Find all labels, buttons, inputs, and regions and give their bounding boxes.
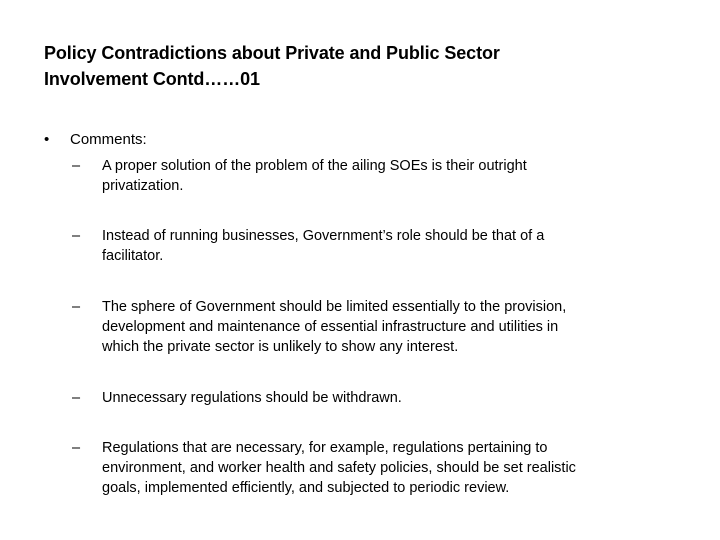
sub-item-marker: – (72, 158, 81, 174)
bullet-list (44, 130, 694, 152)
sub-item-2-line-2: facilitator. (102, 248, 164, 264)
sub-item-5-line-2: environment, and worker health and safety policies, should be set realistic (102, 460, 576, 476)
sub-item-4 (72, 388, 692, 408)
sub-item-3-line-1: The sphere of Government should be limited essentially to the provision, (102, 299, 567, 315)
sub-item-1-line-1: A proper solution of the problem of the ailing SOEs is their outright (102, 158, 527, 174)
sub-item-3-line-2: development and maintenance of essential infrastructure and utilities in (102, 319, 559, 335)
sub-item-marker: – (72, 440, 81, 456)
bullet-comments (44, 130, 694, 152)
bullet-marker: • (44, 131, 50, 148)
sub-item-4-line-1: Unnecessary regulations should be withdrawn. (102, 390, 402, 406)
sub-item-5-line-1: Regulations that are necessary, for example, regulations pertaining to (102, 440, 548, 456)
slide-title-line-1: Policy Contradictions about Private and Public Sector (44, 43, 500, 63)
sub-item-2 (72, 226, 692, 266)
slide-title-line-2: Involvement Contd……01 (44, 69, 260, 89)
slide-title (44, 40, 684, 92)
sub-item-marker: – (72, 299, 81, 315)
sub-item-marker: – (72, 390, 81, 406)
sub-item-1 (72, 156, 692, 196)
sub-item-2-line-1: Instead of running businesses, Government’s role should be that of a (102, 228, 545, 244)
sub-item-5 (72, 438, 692, 498)
sub-item-marker: – (72, 228, 81, 244)
sub-item-5-line-3: goals, implemented efficiently, and subjected to periodic review. (102, 480, 510, 496)
sub-item-3 (72, 297, 692, 357)
bullet-label: Comments: (70, 131, 147, 148)
sub-item-3-line-3: which the private sector is unlikely to show any interest. (102, 339, 459, 355)
sub-item-1-line-2: privatization. (102, 178, 184, 194)
